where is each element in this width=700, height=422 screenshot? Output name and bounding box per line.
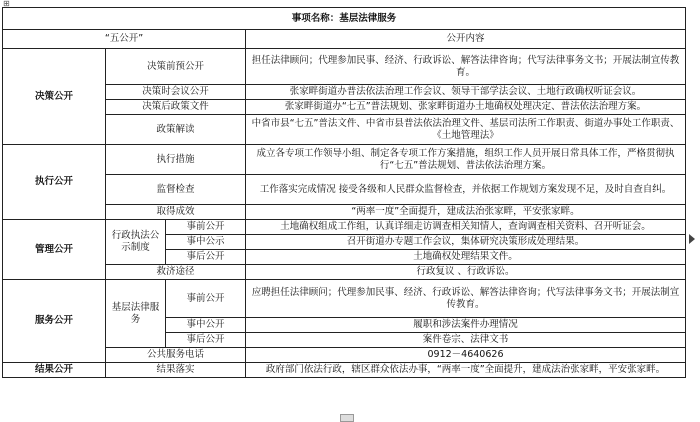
move-cross-icon[interactable]: ⊞ [3,0,10,8]
sub-item: 取得成效 [106,205,246,220]
content-cell: 土地确权处理结果文件。 [246,250,686,265]
group-label: 行政执法公示制度 [106,220,166,265]
table-move-bar [0,0,700,7]
header-five-public: “五公开” [3,30,246,49]
content-cell: 召开街道办专题工作会议，集体研究决策形成处理结果。 [246,235,686,250]
sub-item: 决策前预公开 [106,49,246,85]
content-cell: 行政复议 、行政诉讼。 [246,265,686,280]
sub-item: 救济途径 [106,265,246,280]
stage-label: 事后公开 [166,333,246,348]
stage-label: 事中公开 [166,318,246,333]
scroll-right-area[interactable] [688,8,698,413]
group-label: 基层法律服务 [106,280,166,348]
category-execution: 执行公开 [3,145,106,220]
content-cell: 应聘担任法律顾问；代理参加民事、经济、行政诉讼、解答法律咨询；代写法律事务文书；开展法制宣传教育。 [246,280,686,318]
category-service: 服务公开 [3,280,106,363]
content-cell: 中省市县“七五”普法文件、中省市县普法依法治理文件、基层司法所工作职责、街道办事处工作职责、《土地管理法》 [246,115,686,145]
content-cell: 土地确权组成工作组，认真详细走访调查相关知情人，查询调查相关资料、召开听证会。 [246,220,686,235]
category-management: 管理公开 [3,220,106,280]
content-cell: 成立各专项工作领导小组、制定各专项工作方案措施，组织工作人员开展日常具体工作，严格贯彻执行“七五”普法规划、普法依法治理方案。 [246,145,686,175]
content-cell: 张家畔街道办“七五”普法规划、张家畔街道办土地确权处理决定、普法依法治理方案。 [246,100,686,115]
stage-label: 事前公开 [166,280,246,318]
sub-item: 监督检查 [106,175,246,205]
stage-label: 事前公开 [166,220,246,235]
sub-item: 执行措施 [106,145,246,175]
sub-item: 公共服务电话 [106,348,246,363]
content-cell: 履职和涉法案件办理情况 [246,318,686,333]
stage-label: 事中公示 [166,235,246,250]
content-cell: 0912－4640626 [246,348,686,363]
header-content: 公开内容 [246,30,686,49]
sub-item: 决策后政策文件 [106,100,246,115]
content-cell: 政府部门依法行政，辖区群众依法办事，“两率一度”全面提升，建成法治张家畔，平安张家畔。 [246,363,686,378]
category-result: 结果公开 [3,363,106,378]
category-decision: 决策公开 [3,49,106,145]
sub-item: 决策时会议公开 [106,85,246,100]
content-cell: 担任法律顾问；代理参加民事、经济、行政诉讼、解答法律咨询；代写法律事务文书；开展法制宣传教育。 [246,49,686,85]
sub-item: 结果落实 [106,363,246,378]
content-cell: 张家畔街道办普法依法治理工作会议、领导干部学法会议、土地行政确权听证会议。 [246,85,686,100]
stage-label: 事后公开 [166,250,246,265]
sub-item: 政策解读 [106,115,246,145]
service-disclosure-table [2,7,686,378]
table-title: 事项名称：基层法律服务 [3,8,686,30]
content-cell: “两率一度”全面提升，建成法治张家畔，平安张家畔。 [246,205,686,220]
content-cell: 工作落实完成情况 接受各级和人民群众监督检查，并依据工作规划方案发现不足，及时自查自纠。 [246,175,686,205]
scroll-right-icon[interactable] [689,234,695,244]
content-cell: 案件卷宗、法律文书 [246,333,686,348]
